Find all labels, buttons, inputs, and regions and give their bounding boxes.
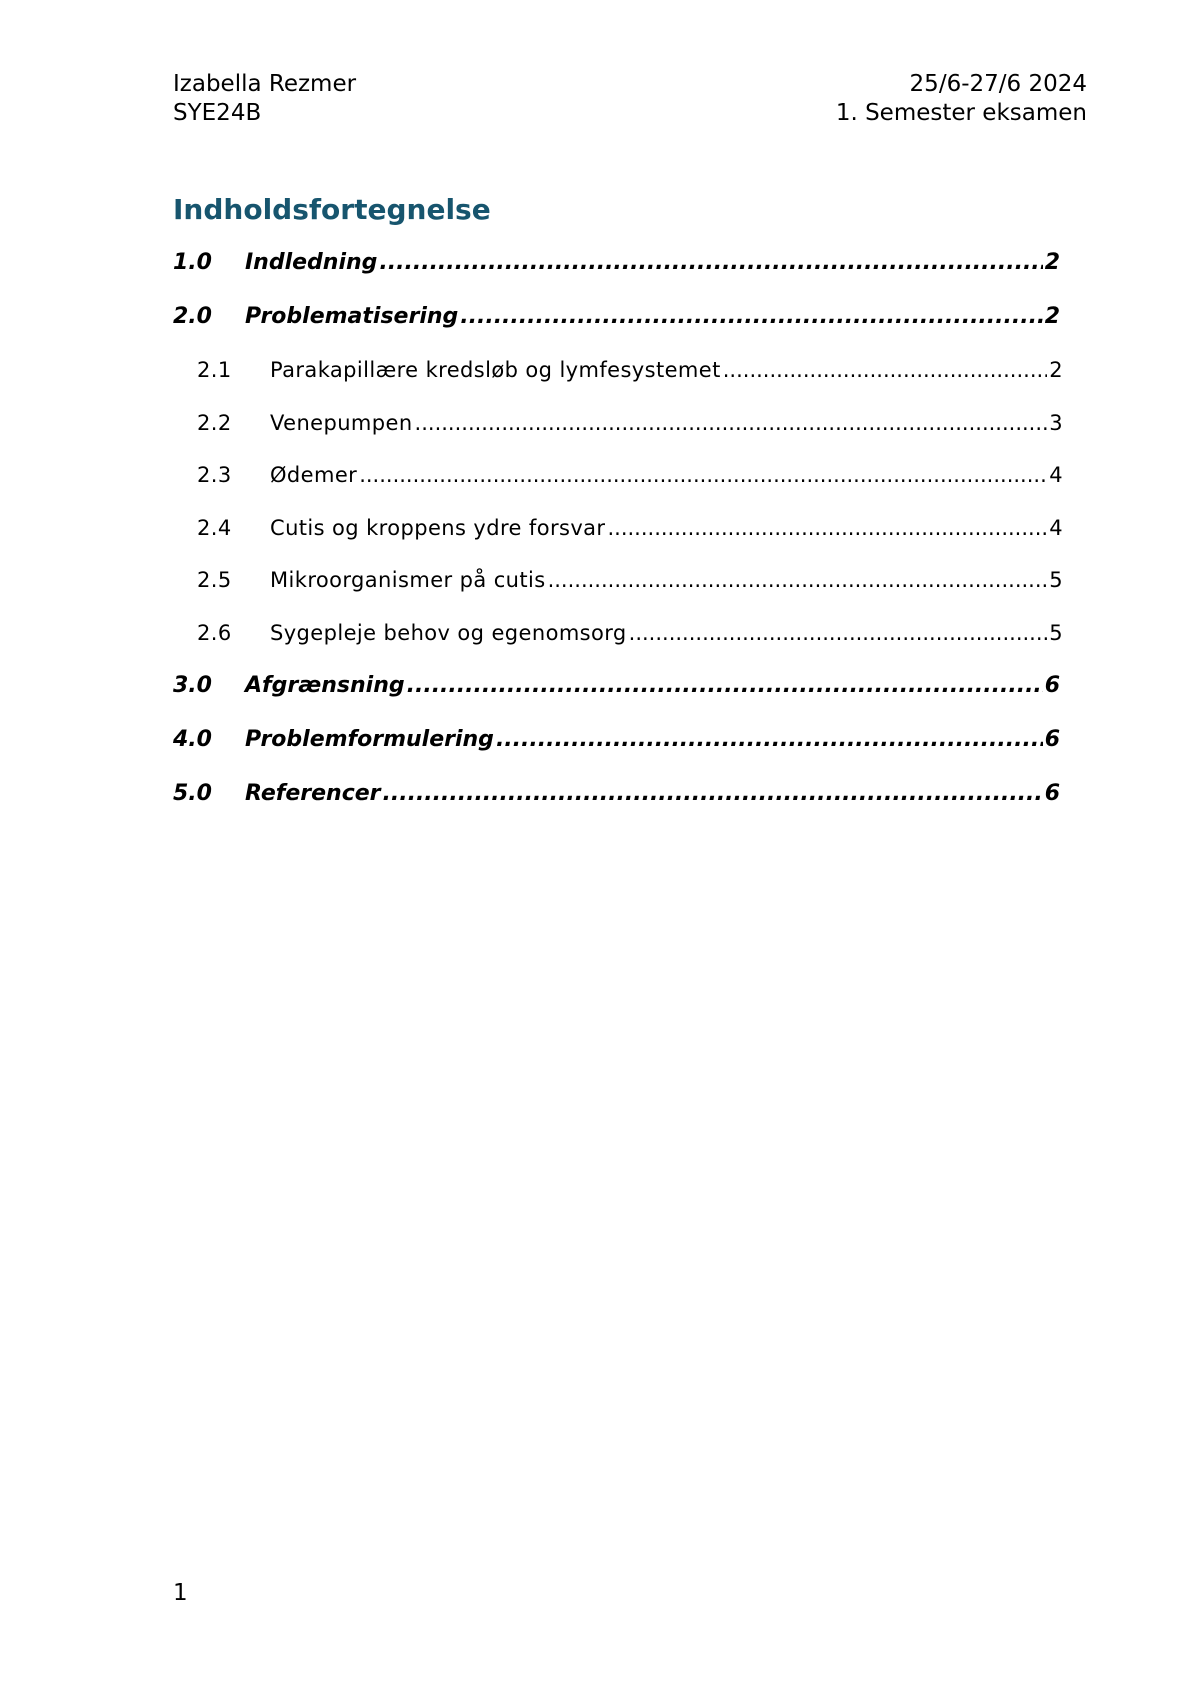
- toc-entry-number: 2.2: [197, 410, 232, 435]
- toc-entry-number: 2.0: [173, 304, 212, 329]
- toc-entry-label: Cutis og kroppens ydre forsvar: [270, 515, 606, 540]
- toc-dot-leader: [723, 358, 1047, 382]
- toc-entry-number: 5.0: [173, 781, 212, 806]
- page-number: 1: [173, 1580, 188, 1606]
- toc-entry-page: 6: [1044, 727, 1060, 752]
- toc-dot-leader: [415, 411, 1048, 435]
- toc-entry-page: 4: [1049, 515, 1063, 540]
- class-code: SYE24B: [173, 100, 262, 126]
- toc-dot-leader: [496, 727, 1043, 752]
- toc-entry-page: 2: [1044, 250, 1060, 275]
- toc-dot-leader: [379, 250, 1042, 275]
- toc-dot-leader: [407, 673, 1043, 698]
- toc-entry[interactable]: [173, 250, 1060, 304]
- toc-dot-leader: [460, 304, 1042, 329]
- toc-entry-label: Problematisering: [245, 304, 459, 329]
- toc-subentry[interactable]: [173, 621, 1063, 674]
- toc-entry-label: Indledning: [245, 250, 378, 275]
- toc-entry-number: 2.6: [197, 620, 232, 645]
- toc-entry-page: 5: [1049, 620, 1063, 645]
- toc-entry[interactable]: [173, 673, 1060, 727]
- toc-subentry[interactable]: [173, 358, 1063, 411]
- toc-entry-label: Afgrænsning: [245, 673, 405, 698]
- toc-entry-label: Sygepleje behov og egenomsorg: [270, 620, 627, 645]
- toc-entry-number: 2.4: [197, 515, 232, 540]
- toc-dot-leader: [607, 516, 1047, 540]
- toc-subentry[interactable]: [173, 568, 1063, 621]
- header-left: [173, 70, 356, 128]
- toc-entry[interactable]: [173, 781, 1060, 835]
- toc-entry-page: 4: [1049, 463, 1063, 487]
- toc-entry-page: 2: [1049, 358, 1063, 382]
- toc-entry-page: 2: [1044, 304, 1060, 329]
- toc-entry-number: 2.1: [197, 358, 232, 382]
- table-of-contents: [173, 250, 1063, 835]
- toc-entry-number: 1.0: [173, 250, 212, 275]
- toc-entry-number: 2.3: [197, 463, 232, 487]
- toc-entry-label: Ødemer: [270, 463, 358, 487]
- toc-dot-leader: [548, 568, 1048, 592]
- toc-entry-page: 6: [1044, 673, 1060, 698]
- toc-entry-label: Mikroorganismer på cutis: [270, 568, 546, 592]
- toc-entry-label: Problemformulering: [245, 727, 494, 752]
- toc-title: Indholdsfortegnelse: [173, 193, 491, 226]
- exam-dates: 25/6-27/6 2024: [909, 71, 1087, 97]
- author-name: Izabella Rezmer: [173, 71, 357, 97]
- toc-entry[interactable]: [173, 727, 1060, 781]
- toc-entry-number: 3.0: [173, 673, 212, 698]
- toc-subentry[interactable]: [173, 463, 1063, 516]
- toc-entry-label: Venepumpen: [270, 410, 413, 435]
- toc-subentry[interactable]: [173, 411, 1063, 464]
- toc-entry-page: 6: [1044, 781, 1060, 806]
- toc-entry[interactable]: [173, 304, 1060, 358]
- exam-name: 1. Semester eksamen: [835, 100, 1087, 126]
- toc-entry-page: 5: [1049, 568, 1063, 592]
- toc-subentry[interactable]: [173, 516, 1063, 569]
- toc-entry-number: 4.0: [173, 727, 212, 752]
- toc-entry-label: Referencer: [245, 781, 381, 806]
- toc-dot-leader: [629, 621, 1048, 645]
- header-right: [836, 70, 1087, 128]
- toc-entry-page: 3: [1049, 410, 1063, 435]
- toc-dot-leader: [383, 781, 1043, 806]
- toc-dot-leader: [359, 463, 1047, 487]
- toc-entry-label: Parakapillære kredsløb og lymfesystemet: [270, 358, 721, 382]
- toc-entry-number: 2.5: [197, 568, 232, 592]
